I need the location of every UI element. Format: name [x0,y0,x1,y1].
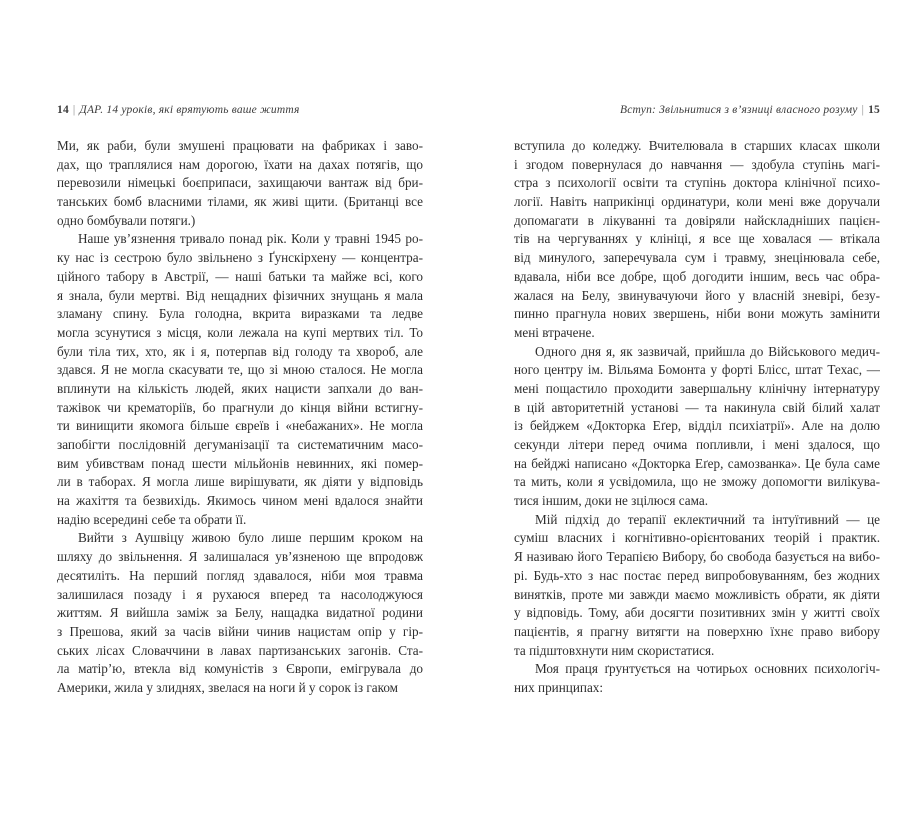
text-line: вим убивствам понад шести мільйонів невинних, які помер- [57,455,423,471]
paragraph [514,137,880,343]
text-line: я знала, були мертві. Від нещадних фізичних знущань я мала [57,287,423,303]
text-line: Моя праця ґрунтується на чотирьох основних психологіч- [535,661,880,677]
text-line: Я називаю його Терапією Вибору, бо свобода базується на вибо- [514,549,880,565]
right-page [514,104,880,698]
text-line: на жахіття та безвихідь. Якимось чином мені вдалося знайти [57,493,423,509]
book-title: ДАР. 14 уроків, які врятують ваше життя [79,104,300,116]
text-line: та мить, коли я усвідомила, що не зможу допомогти вилікува- [514,474,880,490]
paragraph [57,137,423,230]
text-line: винятків, проте ми завжди маємо можливість обрати, як діяти [514,586,880,602]
text-line: здався. Я не могла скасувати те, що зі мною сталося. Не могла [57,362,423,378]
header-separator: | [861,104,865,116]
text-line: мені пощастило проходити завершальну клінічну інтернатуру [514,380,880,396]
text-line: Одного дня я, як зазвичай, прийшла до Військового медич- [535,343,880,359]
text-line: тів на чергуваннях у клініці, я все ще ховалася — втікала [514,231,880,247]
text-line: були тіла тих, хто, як і я, потерпав від голоду та хвороб, але [57,343,423,359]
text-line: одно бомбували потяги.) [57,212,196,228]
text-line: пацієнтів, я прагну витягти на поверхню їхнє право вибору [514,623,880,639]
paragraph [514,511,880,661]
text-line: вступила до коледжу. Вчителювала в старших класах школи [514,138,880,153]
text-line: ційного табору в Австрії, — наші батьки та майже всі, кого [57,268,423,284]
text-line: тажівок чи крематоріїв, бо прагнули до кінця війни встигну- [57,399,423,415]
paragraph [514,343,880,511]
text-line: та підштовхнути ним скористатися. [514,642,715,658]
text-line: жалася на Белу, звинувачуючи його у власній зневірі, безу- [514,287,880,303]
text-line: Мій підхід до терапії еклектичний та інтуїтивний — це [535,511,880,527]
paragraph [57,230,423,529]
text-line: ла матір’ю, втекла від комуністів з Європи, емігрувала до [57,661,423,677]
text-line: секунди літери перед очима попливли, і мені здалося, що [514,437,880,452]
running-header-right [514,104,880,116]
left-page-text [57,137,423,698]
text-line: ти винищити якомога більше євреїв і «небажаних». Не могла [57,418,423,434]
text-line: із бейджем «Докторка Еґер, відділ психіатрії». Але на долю [514,418,880,434]
text-line: зламану спину. Була голодна, вкрита виразками та ледве [57,306,423,322]
right-page-text [514,137,880,698]
text-line: ських лісах Словаччини в лавах партизанських загонів. Ста- [57,642,423,658]
text-line: життям. Я вийшла заміж за Белу, нащадка видатної родини [57,605,423,621]
text-line: дах, що траплялися нам дорогою, їхати на дахах потягів, що [57,156,423,172]
text-line: Америки, жила у злиднях, звелася на ноги й у сорок із гаком [57,679,399,695]
text-line: Наше ув’язнення тривало понад рік. Коли у травні 1945 ро- [78,231,423,247]
text-line: на бейджі написано «Докторка Еґер, самозванка». Це була саме [514,455,880,471]
running-header-left [57,104,423,116]
paragraph [57,529,423,697]
page-number-left: 14 [57,104,69,116]
text-line: в цій авторитетній установі — та накинула свій білий халат [514,399,880,415]
text-line: ли в таборах. Я могла лише вирішувати, як діяти у відповідь [57,474,423,490]
text-line: з Прешова, який за часів війни чинив нацистам опір у гір- [57,623,423,639]
text-line: допомагати в лікуванні та довіряли найскладніших пацієн- [514,212,880,228]
text-line: пинно прагнула нових звершень, ніби вони можуть замінити [514,306,880,322]
header-separator: | [72,104,76,116]
text-line: від минулого, заперечувала сум і травму, знецінювала себе, [514,250,880,266]
text-line: ного центру ім. Вільяма Бомонта у форті Блісс, штат Техас, — [514,362,880,378]
text-line: вдавала, ніби все добре, щоб догодити іншим, весь час обра- [514,268,880,284]
text-line: Вийти з Аушвіцу живою було лише першим кроком на [78,530,423,546]
text-line: могла зсунутися з місця, коли лежала на купі мертвих тіл. То [57,324,423,340]
text-line: них принципах: [514,679,604,695]
text-line: танських бомб власними тілами, як живі щити. (Британці все [57,194,423,210]
text-line: суміш власних і когнітивно-орієнтованих теорій і практик. [514,530,880,546]
page-number-right: 15 [868,104,880,116]
text-line: перевозили німецькі боєприпаси, захищаючи вантаж від бри- [57,175,423,191]
text-line: надію всередині себе та обрати її. [57,511,247,527]
text-line: тися іншим, доки не зцілюся сама. [514,493,709,509]
text-line: і згодом повернулася до навчання — здобула ступінь магі- [514,156,880,172]
text-line: десятиліть. На перший погляд здавалося, ніби моя травма [57,567,423,583]
text-line: Ми, як раби, були змушені працювати на фабриках і заво- [57,138,423,153]
text-line: вплинути на кількість людей, яких нацисти запхали до ван- [57,380,423,396]
text-line: у відповідь. Тому, аби досягти позитивних змін у житті своїх [514,605,880,621]
text-line: запобігти послідовній дегуманізації та систематичним масо- [57,437,423,452]
text-line: мені втрачене. [514,324,595,340]
left-page [57,104,423,698]
text-line: ку нас із сестрою було звільнено з Ґунскірхену — концентра- [57,250,423,266]
paragraph [514,660,880,697]
text-line: шляху до звільнення. Я залишалася ув’язненою ще впродовж [57,549,423,565]
text-line: рі. Будь-хто з нас постає перед випробовуванням, без жодних [514,567,880,583]
text-line: логії. Навіть наприкінці ординатури, коли мені вже доручали [514,194,880,210]
text-line: залишилася позаду і я рухаюся вперед та насолоджуюся [57,586,423,602]
text-line: стра з психології освіти та ступінь доктора клінічної психо- [514,175,880,191]
chapter-title: Вступ: Звільнитися з в’язниці власного розуму [620,104,858,116]
